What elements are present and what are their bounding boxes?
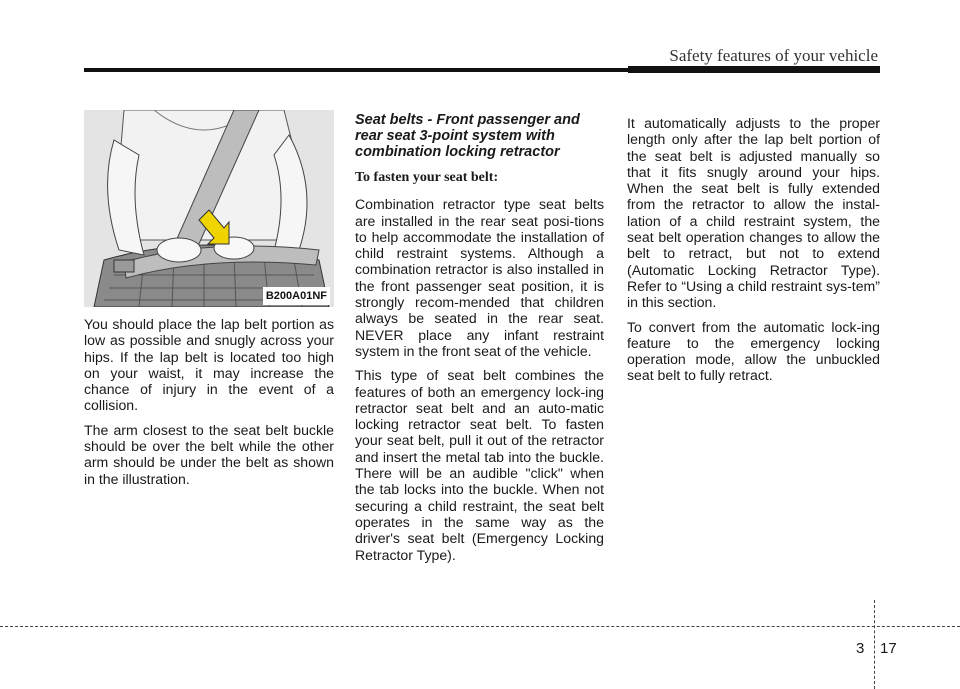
column-middle [355,112,604,571]
seat-belt-figure [84,110,334,307]
chapter-number: 3 [856,640,865,657]
figure-code: B200A01NF [263,287,330,305]
header-rule-accent [628,66,880,73]
section-heading: Seat belts - Front passenger and rear seat 3-point system with combination locking retractor [355,112,580,160]
footer-divider [874,600,875,689]
body-paragraph: This type of seat belt combines the features of both an emergency lock-ing retractor seat belt and an auto-matic locking retractor seat belt. To fasten your seat belt, pull it out of the retractor and insert the metal tab into the buckle. There will be an audible "click" when the tab locks into the buckle. When not securing a child restraint, the seat belt operates in the same way as the driver's seat belt (Emergency Locking Retractor Type). [355,367,604,563]
body-paragraph: The arm closest to the seat belt buckle should be over the belt while the other arm should be under the belt as shown in the illustration. [84,421,334,487]
running-header-title: Safety features of your vehicle [669,46,878,65]
body-paragraph: Combination retractor type seat belts are installed in the rear seat posi-tions to help accommodate the installation of child restraint systems. Although a combination retractor is also installed in the front passenger seat position, it is strongly recom-mended that children always be seated in the rear seat. NEVER place any infant restraint system in the front seat of the vehicle. [355,196,604,359]
page-number: 17 [880,640,897,657]
body-paragraph: It automatically adjusts to the proper length only after the lap belt portion of the seat belt is adjusted manually so that it fits snugly around your hips. When the seat belt is fully extended from the retractor to allow the instal-lation of a child restraint system, the seat belt operation changes to allow the belt to retract, but not to extend (Automatic Locking Retractor Type). Refer to “Using a child restraint sys-tem” in this section. [627,115,880,311]
column-right [627,115,880,392]
body-paragraph: You should place the lap belt portion as low as possible and snugly across your hips. If the lap belt is located too high on your waist, it may increase the chance of injury in the event of a collision. [84,316,334,414]
footer-rule [0,626,960,627]
body-paragraph: To convert from the automatic lock-ing feature to the emergency locking operation mode, allow the unbuckled seat belt to fully retract. [627,318,880,384]
seat-belt-illustration-icon [84,110,334,307]
sub-heading: To fasten your seat belt: [355,170,499,185]
column-left [84,110,334,495]
